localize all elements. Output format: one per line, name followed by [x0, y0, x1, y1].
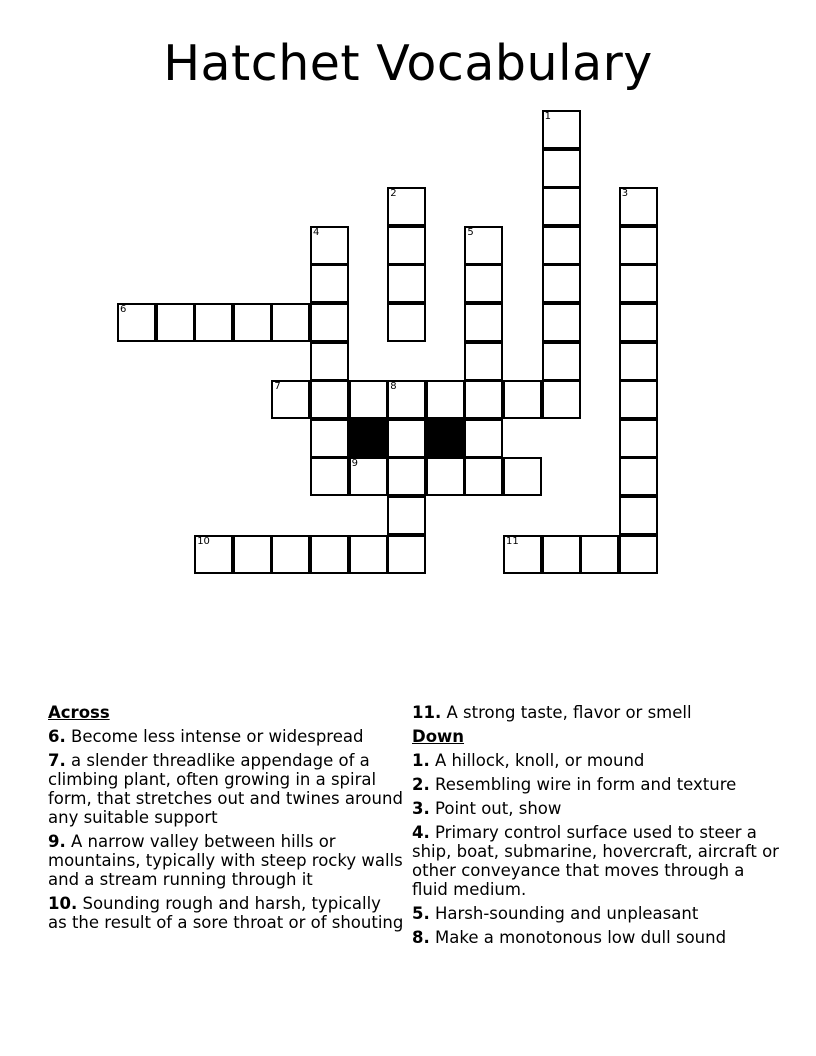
- clue-across-10: [48, 894, 404, 932]
- grid-cell[interactable]: [387, 264, 426, 303]
- clue-across-9: [48, 832, 404, 889]
- grid-cell[interactable]: [156, 303, 195, 342]
- grid-cell[interactable]: [310, 226, 349, 265]
- grid-cell[interactable]: [464, 419, 503, 458]
- clue-down-4: [412, 823, 782, 899]
- grid-cell[interactable]: [387, 226, 426, 265]
- clue-text: Primary control surface used to steer a ship, boat, submarine, hovercraft, aircraft or other conveyance that moves through a fluid medium.: [412, 823, 779, 899]
- clue-across-11: [412, 703, 782, 722]
- grid-cell[interactable]: [310, 264, 349, 303]
- grid-cell[interactable]: [619, 496, 658, 535]
- clue-down-1: [412, 751, 782, 770]
- grid-cell[interactable]: [464, 380, 503, 419]
- clue-number-label: 7: [274, 381, 281, 393]
- grid-cell[interactable]: [233, 303, 272, 342]
- grid-cell[interactable]: [619, 457, 658, 496]
- puzzle-title: Hatchet Vocabulary: [163, 35, 653, 92]
- clue-text: Sounding rough and harsh, typically as the result of a sore throat or of shouting: [48, 894, 404, 932]
- grid-cell[interactable]: [387, 457, 426, 496]
- clue-text: Point out, show: [435, 799, 562, 818]
- clue-number-label: 4: [313, 226, 320, 238]
- grid-cell[interactable]: [271, 380, 310, 419]
- grid-cell[interactable]: [349, 457, 388, 496]
- clue-number-label: 6: [120, 304, 127, 315]
- grid-cell[interactable]: [464, 342, 503, 381]
- clue-number: 3.: [412, 799, 430, 818]
- grid-cell[interactable]: [194, 303, 233, 342]
- grid-cell[interactable]: [542, 264, 581, 303]
- grid-cell[interactable]: [503, 457, 542, 496]
- grid-cell[interactable]: [426, 457, 465, 496]
- grid-cell[interactable]: [580, 535, 619, 574]
- grid-cell[interactable]: [542, 149, 581, 188]
- grid-cell[interactable]: [503, 535, 542, 574]
- clue-number: 11.: [412, 703, 442, 722]
- grid-cell[interactable]: [310, 419, 349, 458]
- clue-text: Make a monotonous low dull sound: [435, 928, 727, 947]
- grid-cell[interactable]: [387, 380, 426, 419]
- clue-across-7: [48, 751, 404, 827]
- grid-cell[interactable]: [387, 419, 426, 458]
- grid-cell[interactable]: [464, 264, 503, 303]
- clue-number: 2.: [412, 775, 430, 794]
- grid-cell[interactable]: [310, 380, 349, 419]
- clue-down-2: [412, 775, 782, 794]
- grid-cell[interactable]: [619, 535, 658, 574]
- clue-across-6: [48, 727, 404, 746]
- clue-text: a slender threadlike appendage of a climbing plant, often growing in a spiral form, that stretches out and twines around any suitable support: [48, 751, 403, 827]
- clue-number: 5.: [412, 904, 430, 923]
- clue-number: 10.: [48, 894, 78, 913]
- grid-cell[interactable]: [542, 303, 581, 342]
- clue-number: 1.: [412, 751, 430, 770]
- grid-cell[interactable]: [619, 303, 658, 342]
- clue-number-label: 11: [506, 535, 519, 547]
- grid-cell[interactable]: [310, 457, 349, 496]
- clue-number-label: 3: [621, 188, 629, 200]
- grid-cell[interactable]: [117, 303, 156, 342]
- grid-cell[interactable]: [619, 380, 658, 419]
- grid-cell[interactable]: [542, 342, 581, 381]
- grid-cell[interactable]: [426, 380, 465, 419]
- clue-text: A hillock, knoll, or mound: [435, 751, 645, 770]
- black-cell: [426, 419, 465, 458]
- clue-number-label: 2: [390, 188, 397, 200]
- across-heading: Across: [48, 703, 110, 722]
- grid-cell[interactable]: [619, 226, 658, 265]
- grid-cell[interactable]: [310, 342, 349, 381]
- grid-cell[interactable]: [619, 342, 658, 381]
- clue-number-label: 1: [544, 111, 551, 122]
- grid-cell[interactable]: [310, 303, 349, 342]
- grid-cell[interactable]: [349, 380, 388, 419]
- clue-down-3: [412, 799, 782, 818]
- clue-number-label: 10: [197, 535, 210, 547]
- grid-cell[interactable]: [233, 535, 272, 574]
- clue-number-label: 9: [351, 458, 358, 470]
- grid-cell[interactable]: [542, 380, 581, 419]
- grid-cell[interactable]: [387, 303, 426, 342]
- grid-cell[interactable]: [542, 535, 581, 574]
- grid-cell[interactable]: [387, 535, 426, 574]
- grid-cell[interactable]: [271, 535, 310, 574]
- grid-cell[interactable]: [464, 457, 503, 496]
- grid-cell[interactable]: [387, 187, 426, 226]
- grid-cell[interactable]: [464, 303, 503, 342]
- grid-cell[interactable]: [542, 110, 581, 149]
- grid-cell[interactable]: [542, 187, 581, 226]
- grid-cell[interactable]: [619, 187, 658, 226]
- grid-cell[interactable]: [271, 303, 310, 342]
- clue-text: A strong taste, flavor or smell: [446, 703, 692, 722]
- grid-cell[interactable]: [619, 264, 658, 303]
- grid-cell[interactable]: [310, 535, 349, 574]
- clue-text: Resembling wire in form and texture: [435, 775, 737, 794]
- grid-cell[interactable]: [542, 226, 581, 265]
- clue-down-8: [412, 928, 782, 947]
- clue-number: 7.: [48, 751, 66, 770]
- clues-column-right: [412, 703, 782, 952]
- grid-cell[interactable]: [619, 419, 658, 458]
- grid-cell[interactable]: [503, 380, 542, 419]
- clue-number-label: 5: [467, 226, 474, 238]
- clue-number: 8.: [412, 928, 430, 947]
- clue-down-5: [412, 904, 782, 923]
- clue-number: 9.: [48, 832, 66, 851]
- down-heading: Down: [412, 727, 465, 746]
- clue-number: 6.: [48, 727, 66, 746]
- grid-cell[interactable]: [464, 226, 503, 265]
- clue-number-label: 8: [390, 381, 397, 393]
- black-cell: [349, 419, 388, 458]
- clue-number: 4.: [412, 823, 430, 842]
- clue-text: Harsh-sounding and unpleasant: [435, 904, 699, 923]
- clue-text: A narrow valley between hills or mountains, typically with steep rocky walls and a stream running through it: [48, 832, 403, 889]
- grid-cell[interactable]: [387, 496, 426, 535]
- clue-text: Become less intense or widespread: [71, 727, 364, 746]
- clues-column-left: [48, 703, 404, 937]
- grid-cell[interactable]: [194, 535, 233, 574]
- grid-cell[interactable]: [349, 535, 388, 574]
